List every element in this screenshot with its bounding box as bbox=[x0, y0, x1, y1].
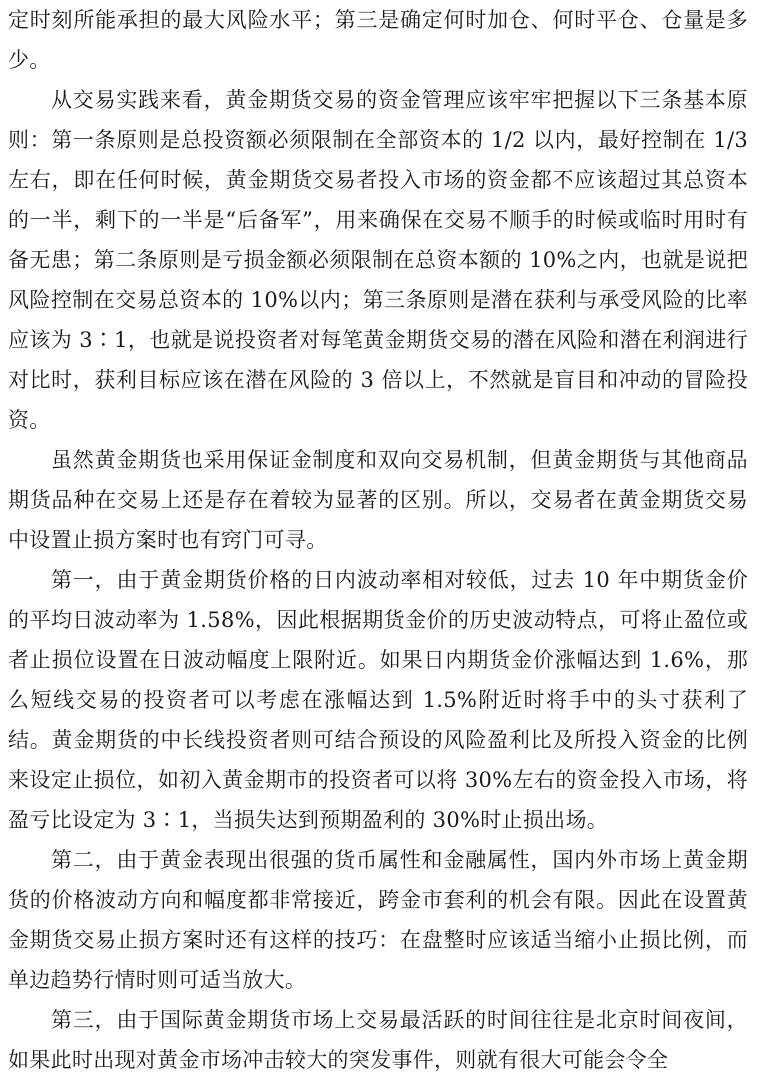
paragraph-first-technique: 第一，由于黄金期货价格的日内波动率相对较低，过去 10 年中期货金价的平均日波动率为 1.58%，因此根据期货金价的历史波动特点，可将止盈位或者止损位设置在日波动幅度上限附近。如果日内期货金价涨幅达到 1.6%，那么短线交易的投资者可以考虑在涨幅达到 1.5%附近时将手中的头寸获利了结。黄金期货的中长线投资者则可结合预设的风险盈利比及所投入资金的比例来设定止损位，如初入黄金期市的投资者可以将 30%左右的资金投入市场，将盈亏比设定为 3∶1，当损失达到预期盈利的 30%时止损出场。 bbox=[8, 568, 748, 832]
paragraph-second-technique: 第二，由于黄金表现出很强的货币属性和金融属性，国内外市场上黄金期货的价格波动方向和幅度都非常接近，跨金市套利的机会有限。因此在设置黄金期货交易止损方案时还有这样的技巧：在盘整时应该适当缩小止损比例，而单边趋势行情时则可适当放大。 bbox=[8, 848, 748, 992]
paragraph-continuation: 定时刻所能承担的最大风险水平；第三是确定何时加仓、何时平仓、仓量是多少。 bbox=[8, 8, 748, 72]
paragraph-third-technique: 第三，由于国际黄金期货市场上交易最活跃的时间往往是北京时间夜间，如果此时出现对黄金市场冲击较大的突发事件，则就有很大可能会令全 bbox=[8, 1008, 748, 1072]
paragraph-gold-futures-differences: 虽然黄金期货也采用保证金制度和双向交易机制，但黄金期货与其他商品期货品种在交易上还是存在着较为显著的区别。所以，交易者在黄金期货交易中设置止损方案时也有窍门可寻。 bbox=[8, 448, 748, 552]
paragraph-capital-management-principles: 从交易实践来看，黄金期货交易的资金管理应该牢牢把握以下三条基本原则：第一条原则是总投资额必须限制在全部资本的 1/2 以内，最好控制在 1/3 左右，即在任何时候，黄金期货交易者投入市场的资金都不应该超过其总资本的一半，剩下的一半是“后备军”，用来确保在交易不顺手的时候或临时用时有备无患；第二条原则是亏损金额必须限制在总资本额的 10%之内，也就是说把风险控制在交易总资本的 10%以内；第三条原则是潜在获利与承受风险的比率应该为 3∶1，也就是说投资者对每笔黄金期货交易的潜在风险和潜在利润进行对比时，获利目标应该在潜在风险的 3 倍以上，不然就是盲目和冲动的冒险投资。 bbox=[8, 88, 748, 432]
document-page bbox=[8, 0, 748, 1080]
